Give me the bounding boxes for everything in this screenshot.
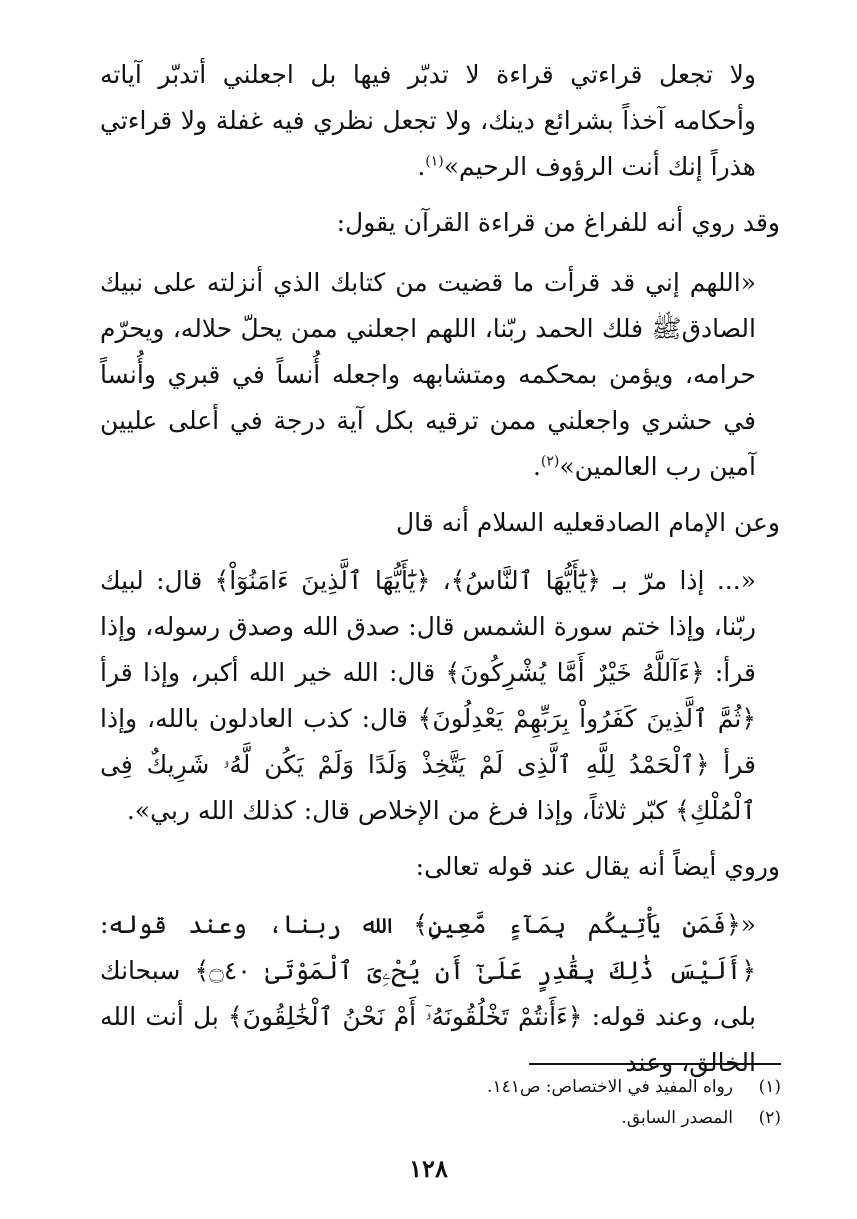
page-body xyxy=(76,38,780,1086)
paragraph-text: ولا تجعل قراءتي قراءة لا تدبّر فيها بل اجعلني أتدبّر آياته وأحكامه آخذاً بشرائع دينك، ولا تجعل نظري فيه غفلة ولا قراءتي هذراً إنك أنت الرؤوف الرحيم» xyxy=(100,60,756,181)
paragraph-intro-after-reading: وقد روي أنه للفراغ من قراءة القرآن يقول: xyxy=(336,208,780,237)
page-number: ١٢٨ xyxy=(409,1154,448,1183)
footnote-text: المصدر السابق. xyxy=(621,1108,733,1128)
footnote-number: (١) xyxy=(758,1077,781,1097)
paragraph-responses: «﴿فَمَن يَأْتِيكُم بِمَآءٍ مَّعِينٍ﴾ الله ربنا، وعند قوله: ﴿أَلَيْسَ ذَٰلِكَ بِقَٰدِرٍ عَلَىٰٓ أَن يُحْۦِىَ ٱلْمَوْتَىٰ ۝٤٠﴾ سبحانك بلى، وعند قوله: ﴿ءَأَنتُمْ تَخْلُقُونَهُۥٓ أَمْ نَحْنُ ٱلْخَٰلِقُونَ﴾ بل أنت الله الخالق، وعند xyxy=(100,910,756,1077)
footnote-number: (٢) xyxy=(758,1108,781,1128)
footnote-divider xyxy=(529,1063,781,1065)
footnote-ref-1[interactable]: (١) xyxy=(425,153,444,170)
paragraph-closing-prayer xyxy=(76,260,756,490)
paragraph-text: «اللهم إني قد قرأت ما قضيت من كتابك الذي أنزلته على نبيك الصادقﷺ فلك الحمد ربّنا، اللهم اجعلني ممن يحلّ حلاله، ويحرّم حرامه، ويؤمن بمحكمه ومتشابهه واجعله أُنساً في قبري وأُنساً في حشري واجعلني ممن ترقيه بكل آية درجة في أعلى عليين آمين رب العالمين» xyxy=(100,268,756,481)
footnote-1 xyxy=(101,1072,781,1103)
paragraph-imam-sadiq-narration: «... إذا مرّ بـ ﴿يَٰٓأَيُّهَا ٱلنَّاسُ﴾، ﴿يَٰٓأَيُّهَا ٱلَّذِينَ ءَامَنُوٓاْ﴾ قال: لبيك ربّنا، وإذا ختم سورة الشمس قال: صدق الله وصدق رسوله، وإذا قرأ: ﴿ءَآللَّهُ خَيْرٌ أَمَّا يُشْرِكُونَ﴾ قال: الله خير الله أكبر، وإذا قرأ ﴿ثُمَّ ٱلَّذِينَ كَفَرُواْ بِرَبِّهِمْ يَعْدِلُونَ﴾ قال: كذب العادلون بالله، وإذا قرأ ﴿ٱلْحَمْدُ لِلَّهِ ٱلَّذِى لَمْ يَتَّخِذْ وَلَدًا وَلَمْ يَكُن لَّهُۥ شَرِيكٌ فِى ٱلْمُلْكِ﴾ كبّر ثلاثاً، وإذا فرغ من الإخلاص قال: كذلك الله ربي». xyxy=(100,566,756,825)
footnotes xyxy=(101,1072,781,1134)
paragraph-prayer-continuation xyxy=(76,52,756,190)
paragraph-end: . xyxy=(532,452,541,481)
paragraph-end: . xyxy=(417,152,426,181)
footnote-2 xyxy=(101,1103,781,1134)
paragraph-also-narrated: وروي أيضاً أنه يقال عند قوله تعالى: xyxy=(415,852,780,881)
footnote-text: رواه المفيد في الاختصاص: ص١٤١. xyxy=(487,1077,733,1097)
footnote-ref-2[interactable]: (٢) xyxy=(540,453,560,470)
paragraph-imam-sadiq-intro: وعن الإمام الصادق‎عليه السلام أنه قال xyxy=(396,508,780,537)
